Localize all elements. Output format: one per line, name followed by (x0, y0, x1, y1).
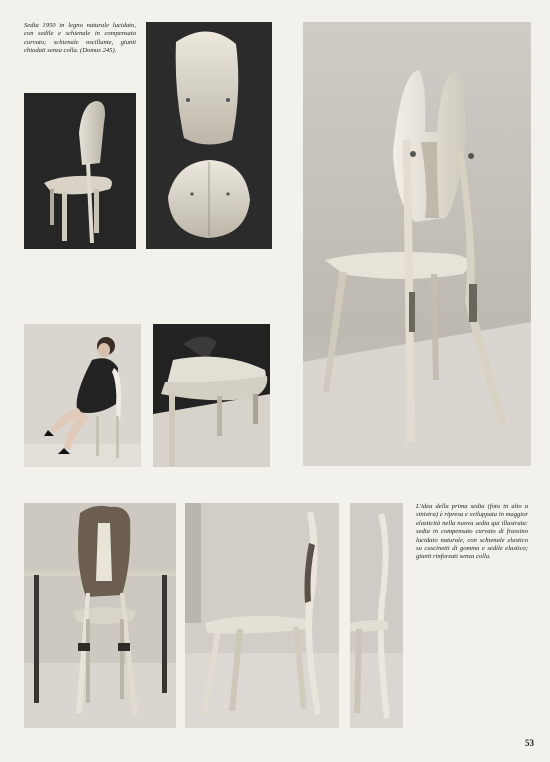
photo-chair-large (303, 22, 531, 466)
page-number: 53 (525, 738, 534, 748)
photo-chair-1950 (24, 93, 136, 249)
new-chair-side-illustration (185, 503, 339, 728)
photo-seat-detail (153, 324, 270, 467)
components-illustration (146, 22, 272, 249)
seat-detail-illustration (153, 324, 270, 467)
photo-new-chair-side (185, 503, 339, 728)
photo-woman-seated (24, 324, 141, 467)
chair-illustration (24, 93, 136, 249)
caption-top: Sedia 1950 in legno naturale lucidato, con sedile e schienale in compensato curvato; schienale oscillante, giunti chiodati senza colla. (Domus 245). (24, 22, 136, 55)
caption-bottom: L'idea della prima sedia (foto in alto a sinistra) è ripresa e sviluppata in maggior elasticità nella nuova sedia qui illustrata: sedia in compensato curvato di frassino lucidato naturale, con schienale elastico su cuscinetti di gomma e sedile elastico; giunti rinforzati senza colla. (416, 503, 528, 561)
large-chair-illustration (303, 22, 531, 466)
new-chair-back-illustration (24, 503, 176, 728)
photo-new-chair-profile (350, 503, 403, 728)
seated-woman-illustration (24, 324, 141, 467)
photo-seat-components (146, 22, 272, 249)
profile-illustration (350, 503, 403, 728)
photo-new-chair-back (24, 503, 176, 728)
